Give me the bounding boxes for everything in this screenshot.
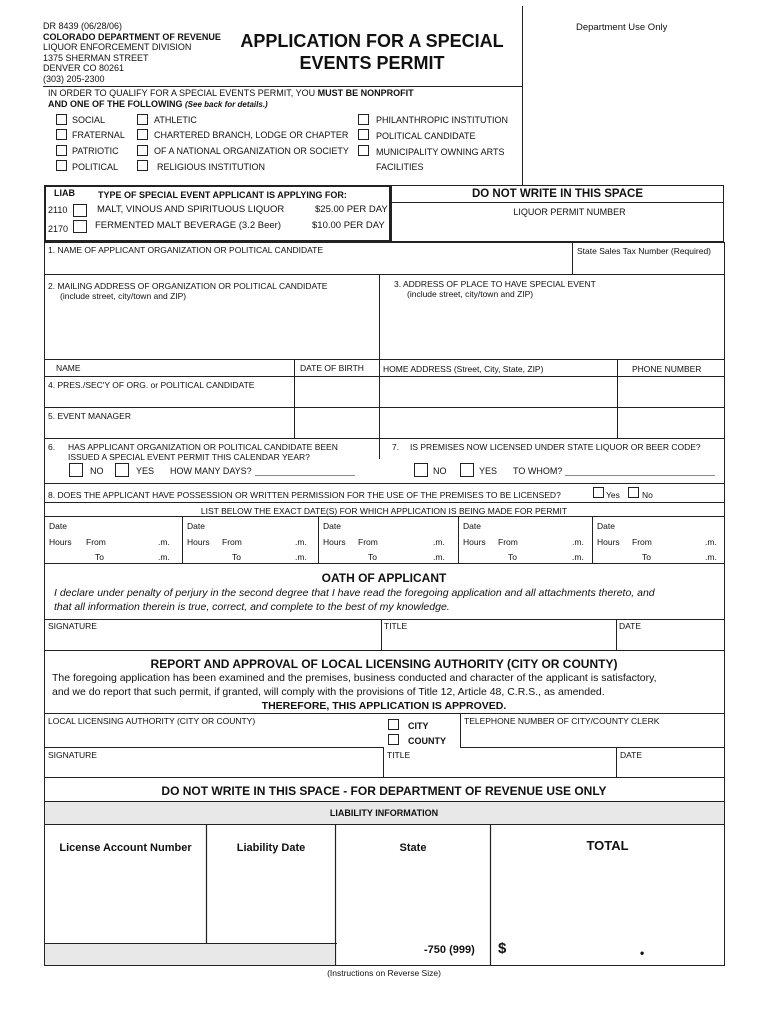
qualify-text: IN ORDER TO QUALIFY FOR A SPECIAL EVENTS PERMIT, YOU xyxy=(48,88,318,98)
report-title: REPORT AND APPROVAL OF LOCAL LICENSING AUTHORITY (CITY OR COUNTY) xyxy=(150,657,618,671)
qualify-following: AND ONE OF THE FOLLOWING xyxy=(48,99,183,109)
liquor-permit-number: LIQUOR PERMIT NUMBER xyxy=(513,207,626,217)
oath-date-field[interactable]: DATE xyxy=(619,621,642,631)
q6-yes-label: YES xyxy=(136,466,155,476)
from-2-label[interactable]: From xyxy=(222,537,242,547)
option-political-candidate: POLITICAL CANDIDATE xyxy=(376,131,476,141)
dor-title: DO NOT WRITE IN THIS SPACE - FOR DEPARTMENT OF REVENUE USE ONLY xyxy=(161,784,607,798)
from-3-label[interactable]: From xyxy=(358,537,378,547)
qualify-nonprofit: MUST BE NONPROFIT xyxy=(317,88,414,98)
col-total: TOTAL xyxy=(586,838,629,853)
to-5-m: .m. xyxy=(705,552,717,562)
q8-no-label: No xyxy=(642,490,653,500)
city-address: DENVER CO 80261 xyxy=(43,63,125,73)
option-political: POLITICAL xyxy=(72,162,119,172)
date-3-label[interactable]: Date xyxy=(323,521,341,531)
qualify-line2 xyxy=(48,99,268,109)
checkbox-national-org[interactable] xyxy=(137,145,148,156)
malt-vinous-label: MALT, VINOUS AND SPIRITUOUS LIQUOR xyxy=(97,204,285,215)
decimal-dot: • xyxy=(640,946,645,960)
dollar-sign: $ xyxy=(498,940,507,957)
authority-date-field[interactable]: DATE xyxy=(620,750,643,760)
option-national-org: OF A NATIONAL ORGANIZATION OR SOCIETY xyxy=(154,146,349,156)
to-4-label[interactable]: To xyxy=(508,552,517,562)
option-patriotic: PATRIOTIC xyxy=(72,146,119,156)
q7-yes-label: YES xyxy=(479,466,498,476)
city-checkbox[interactable] xyxy=(388,719,399,730)
hours-4-label: Hours xyxy=(463,537,486,547)
county-label: COUNTY xyxy=(408,736,446,746)
q8-yes-checkbox[interactable] xyxy=(593,487,604,498)
to-2-label[interactable]: To xyxy=(232,552,241,562)
fermented-malt-label: FERMENTED MALT BEVERAGE (3.2 Beer) xyxy=(95,220,281,231)
clerk-phone-field[interactable]: TELEPHONE NUMBER OF CITY/COUNTY CLERK xyxy=(464,716,660,726)
hours-2-label: Hours xyxy=(187,537,210,547)
from-1-m: .m. xyxy=(158,537,170,547)
from-5-m: .m. xyxy=(705,537,717,547)
code-2110: 2110 xyxy=(48,205,68,215)
q7-question: IS PREMISES NOW LICENSED UNDER STATE LIQUOR OR BEER CODE? xyxy=(410,442,701,452)
to-2-m: .m. xyxy=(295,552,307,562)
col-home-address: HOME ADDRESS (Street, City, State, ZIP) xyxy=(383,364,544,374)
from-3-m: .m. xyxy=(433,537,445,547)
qualify-line1 xyxy=(48,88,414,98)
form-title-line2: EVENTS PERMIT xyxy=(299,53,445,73)
col-phone-number: PHONE NUMBER xyxy=(632,364,702,374)
hours-3-label: Hours xyxy=(323,537,346,547)
field-applicant-name[interactable]: 1. NAME OF APPLICANT ORGANIZATION OR POLITICAL CANDIDATE xyxy=(48,245,324,255)
event-type-title: TYPE OF SPECIAL EVENT APPLICANT IS APPLYING FOR: xyxy=(98,190,347,200)
code-750: -750 (999) xyxy=(424,944,475,956)
fee-10: $10.00 PER DAY xyxy=(312,220,385,231)
do-not-write-title: DO NOT WRITE IN THIS SPACE xyxy=(471,188,643,200)
how-many-days-label: HOW MANY DAYS? xyxy=(170,466,252,476)
to-5-label[interactable]: To xyxy=(642,552,651,562)
checkbox-athletic[interactable] xyxy=(137,114,148,125)
qualify-see-back: (See back for details.) xyxy=(185,100,268,109)
from-5-label[interactable]: From xyxy=(632,537,652,547)
checkbox-political[interactable] xyxy=(56,160,67,171)
field-president-secretary[interactable]: 4. PRES./SEC'Y OF ORG. or POLITICAL CANDIDATE xyxy=(48,380,255,390)
to-1-label[interactable]: To xyxy=(95,552,104,562)
date-2-label[interactable]: Date xyxy=(187,521,205,531)
liability-information: LIABILITY INFORMATION xyxy=(329,808,439,818)
field-mailing-address[interactable]: 2. MAILING ADDRESS OF ORGANIZATION OR POLITICAL CANDIDATE xyxy=(48,281,328,291)
footer-instructions: (Instructions on Reverse Size) xyxy=(327,968,441,978)
col-name: NAME xyxy=(56,363,81,373)
q7-number: 7. xyxy=(392,442,400,452)
to-whom-line[interactable] xyxy=(565,475,715,476)
option-facilities: FACILITIES xyxy=(376,162,424,172)
col-state: State xyxy=(399,842,427,854)
date-5-label[interactable]: Date xyxy=(597,521,615,531)
fee-25: $25.00 PER DAY xyxy=(315,204,388,215)
checkbox-chartered[interactable] xyxy=(137,129,148,140)
to-whom-label: TO WHOM? xyxy=(513,466,563,476)
q8-yes-label: Yes xyxy=(606,490,620,500)
authority-signature-field[interactable]: SIGNATURE xyxy=(48,750,97,760)
field-event-manager[interactable]: 5. EVENT MANAGER xyxy=(48,411,131,421)
checkbox-fermented-malt[interactable] xyxy=(73,220,87,233)
from-1-label[interactable]: From xyxy=(86,537,106,547)
checkbox-municipality[interactable] xyxy=(358,145,369,156)
from-2-m: .m. xyxy=(295,537,307,547)
county-checkbox[interactable] xyxy=(388,734,399,745)
col-date-of-birth: DATE OF BIRTH xyxy=(300,363,364,373)
local-authority-field[interactable]: LOCAL LICENSING AUTHORITY (CITY OR COUNTY) xyxy=(48,716,256,726)
oath-signature-field[interactable]: SIGNATURE xyxy=(48,621,97,631)
q6-no-label: NO xyxy=(90,466,104,476)
option-philanthropic: PHILANTHROPIC INSTITUTION xyxy=(376,115,509,125)
oath-title: OATH OF APPLICANT xyxy=(321,571,447,585)
q8-question: 8. DOES THE APPLICANT HAVE POSSESSION OR WRITTEN PERMISSION FOR THE USE OF THE PREMISES TO BE LICENSED? xyxy=(48,490,561,500)
to-1-m: .m. xyxy=(158,552,170,562)
city-label: CITY xyxy=(408,721,429,731)
how-many-days-line[interactable] xyxy=(255,475,355,476)
q6-yes-checkbox[interactable] xyxy=(115,463,129,477)
checkbox-malt-vinous[interactable] xyxy=(73,204,87,217)
option-chartered: CHARTERED BRANCH, LODGE OR CHAPTER xyxy=(154,130,349,140)
event-address-hint: (include street, city/town and ZIP) xyxy=(407,289,534,299)
form-number: DR 8439 (06/28/06) xyxy=(43,21,123,31)
q6-question xyxy=(68,442,338,462)
from-4-m: .m. xyxy=(572,537,584,547)
code-2170: 2170 xyxy=(48,224,69,234)
division-name: LIQUOR ENFORCEMENT DIVISION xyxy=(43,42,192,52)
option-athletic: ATHLETIC xyxy=(154,115,197,125)
q6-number: 6. xyxy=(48,442,56,452)
col-license-account: License Account Number xyxy=(59,842,192,854)
checkbox-political-candidate[interactable] xyxy=(358,129,369,140)
hours-5-label: Hours xyxy=(597,537,620,547)
dates-title: LIST BELOW THE EXACT DATE(S) FOR WHICH APPLICATION IS BEING MADE FOR PERMIT xyxy=(200,506,568,516)
oath-title-field[interactable]: TITLE xyxy=(384,621,408,631)
checkbox-patriotic[interactable] xyxy=(56,145,67,156)
option-religious: RELIGIOUS INSTITUTION xyxy=(157,162,266,172)
department-use-only: Department Use Only xyxy=(576,22,668,33)
report-line2: and we do report that such permit, if granted, will comply with the provisions of Title 12, Article 48, C.R.S., as amended. xyxy=(52,685,605,698)
q8-no-checkbox[interactable] xyxy=(628,487,639,498)
q7-yes-checkbox[interactable] xyxy=(460,463,474,477)
option-social: SOCIAL xyxy=(72,115,106,125)
col-liability-date: Liability Date xyxy=(236,842,306,854)
report-text xyxy=(52,672,722,699)
date-4-label[interactable]: Date xyxy=(463,521,481,531)
oath-text xyxy=(54,586,722,614)
to-4-m: .m. xyxy=(572,552,584,562)
checkbox-social[interactable] xyxy=(56,114,67,125)
report-line1: The foregoing application has been examined and the premises, business conducted and character of the applicant is satisfactory, xyxy=(52,672,657,684)
agency-phone: (303) 205-2300 xyxy=(43,73,105,84)
field-sales-tax-number[interactable]: State Sales Tax Number (Required) xyxy=(577,246,712,256)
liab-label: LIAB xyxy=(54,188,75,198)
from-4-label[interactable]: From xyxy=(498,537,518,547)
oath-line1: I declare under penalty of perjury in the second degree that I have read the foregoing application and all attachments thereto, and xyxy=(54,587,655,599)
q6-no-checkbox[interactable] xyxy=(69,463,83,477)
to-3-m: .m. xyxy=(433,552,445,562)
street-address: 1375 SHERMAN STREET xyxy=(43,52,149,63)
department-name: COLORADO DEPARTMENT OF REVENUE xyxy=(43,31,221,42)
report-approved: THEREFORE, THIS APPLICATION IS APPROVED. xyxy=(261,700,507,712)
authority-title-field[interactable]: TITLE xyxy=(387,750,411,760)
option-fraternal: FRATERNAL xyxy=(72,130,125,140)
agency-block xyxy=(43,21,221,84)
oath-line2: that all information therein is true, correct, and complete to the best of my knowledge. xyxy=(54,601,450,613)
form-title-line1: APPLICATION FOR A SPECIAL xyxy=(240,31,504,51)
q6-line2: ISSUED A SPECIAL EVENT PERMIT THIS CALENDAR YEAR? xyxy=(68,452,310,462)
field-event-address[interactable]: 3. ADDRESS OF PLACE TO HAVE SPECIAL EVENT xyxy=(394,279,596,289)
q7-no-label: NO xyxy=(433,466,447,476)
checkbox-philanthropic[interactable] xyxy=(358,114,369,125)
checkbox-fraternal[interactable] xyxy=(56,129,67,140)
q6-line1: HAS APPLICANT ORGANIZATION OR POLITICAL CANDIDATE BEEN xyxy=(68,442,338,452)
to-3-label[interactable]: To xyxy=(368,552,377,562)
mailing-address-hint: (include street, city/town and ZIP) xyxy=(60,291,187,301)
date-1-label[interactable]: Date xyxy=(49,521,67,531)
hours-1-label: Hours xyxy=(49,537,72,547)
form-title xyxy=(222,30,522,74)
option-municipality: MUNICIPALITY OWNING ARTS xyxy=(376,147,505,157)
q7-no-checkbox[interactable] xyxy=(414,463,428,477)
checkbox-religious[interactable] xyxy=(137,160,148,171)
